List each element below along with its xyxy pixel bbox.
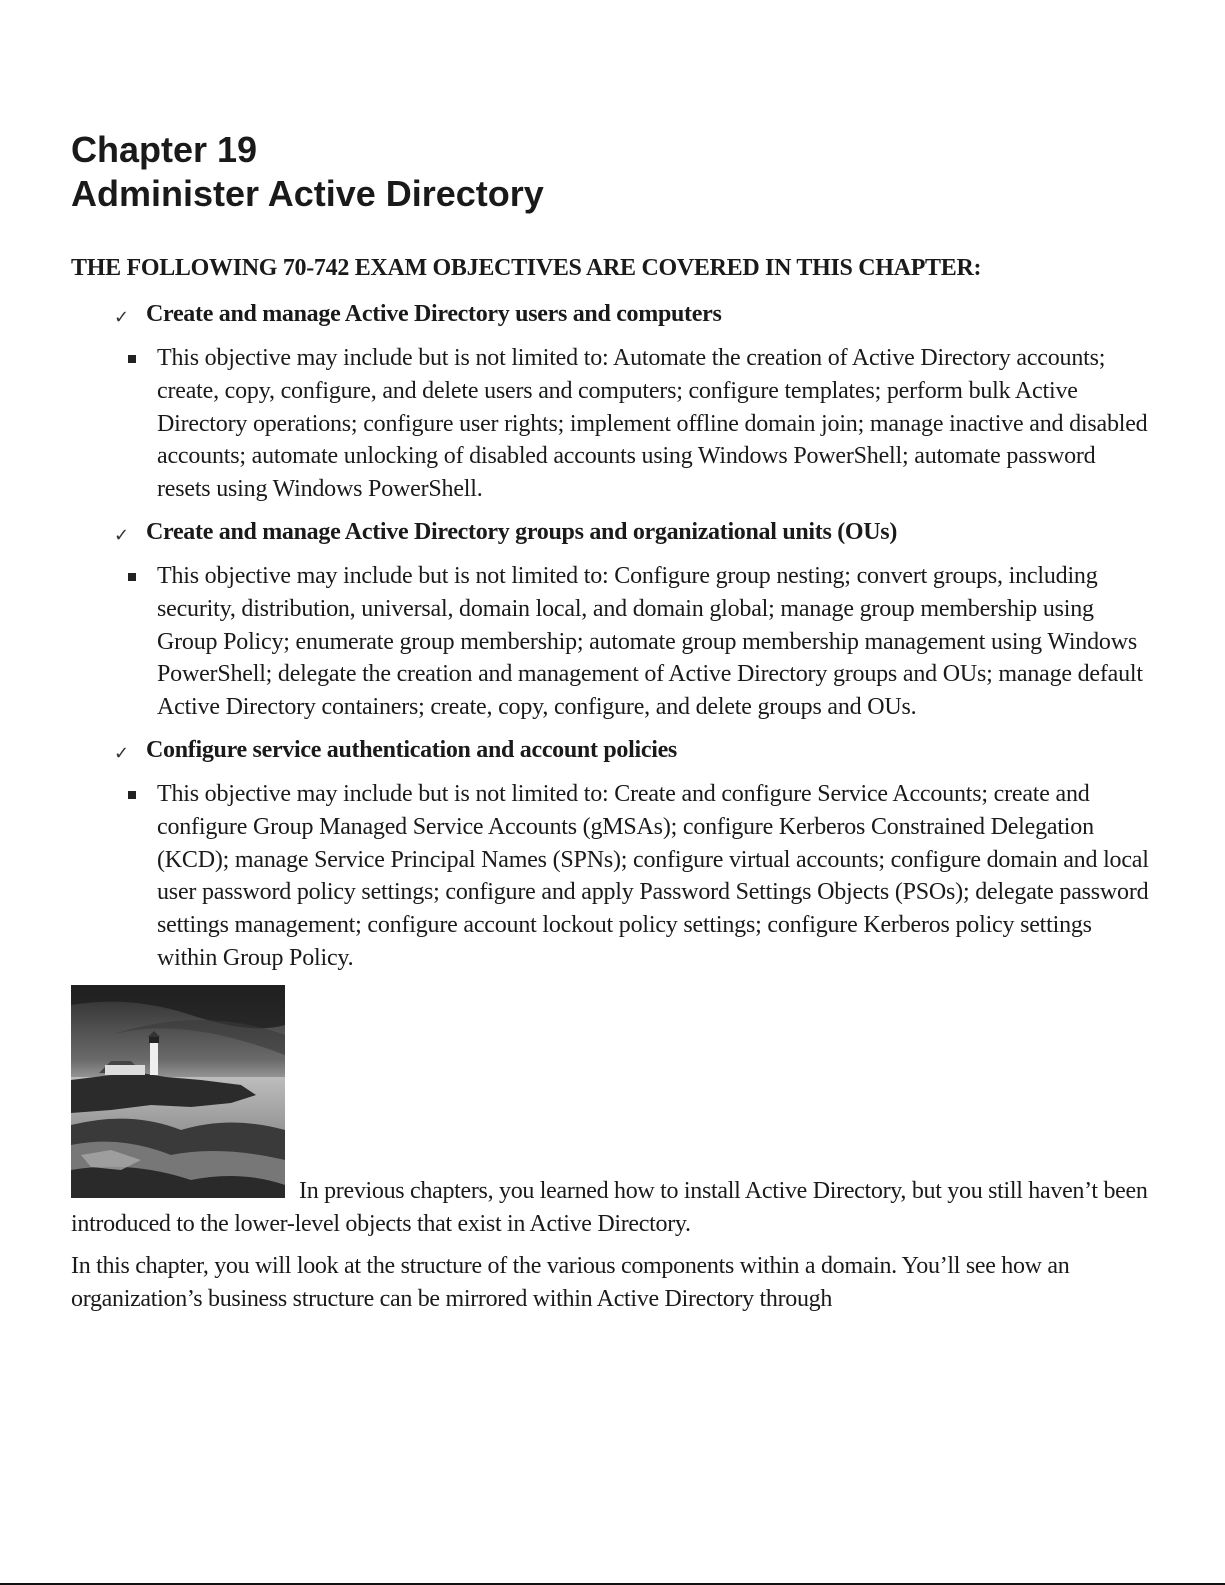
square-bullet-icon: [128, 791, 136, 799]
objective-title: Create and manage Active Directory groups and organizational units (OUs): [146, 518, 898, 545]
objective-detail: This objective may include but is not limited to: Create and configure Service Accounts; create and configure Group Managed Service Accounts (gMSAs); configure Kerberos Constrained Delegation (KCD); manage Service Principal Names (SPNs); configure virtual accounts; configure domain and local user password policy settings; configure and apply Password Settings Objects (PSOs); delegate password settings management; configure account lockout policy settings; configure Kerberos policy settings within Group Policy.: [157, 780, 1149, 971]
chapter-number: Chapter 19: [71, 129, 258, 170]
objective-item: [71, 734, 1151, 975]
check-icon: ✓: [114, 742, 129, 764]
lighthouse-photo: [71, 985, 285, 1198]
chapter-title: Administer Active Directory: [71, 173, 544, 214]
square-bullet-icon: [128, 355, 136, 363]
objective-detail-wrapper: [71, 342, 1151, 506]
objective-detail: This objective may include but is not limited to: Automate the creation of Active Directory accounts; create, copy, configure, and delete users and computers; configure templates; perform bulk Active Directory operations; configure user rights; implement offline domain join; manage inactive and disabled accounts; automate unlocking of disabled accounts using Windows PowerShell; automate password resets using Windows PowerShell.: [157, 345, 1148, 503]
objectives-intro: THE FOLLOWING 70-742 EXAM OBJECTIVES ARE COVERED IN THIS CHAPTER:: [71, 255, 982, 281]
objective-title-wrapper: [71, 734, 1151, 766]
intro-paragraph-block: [71, 985, 1151, 1241]
square-bullet-icon: [128, 573, 136, 581]
check-icon: ✓: [114, 307, 129, 328]
objective-title-wrapper: [71, 516, 1151, 548]
chapter-heading: [71, 128, 1151, 216]
objective-item: [71, 298, 1151, 506]
intro-paragraph: In previous chapters, you learned how to install Active Directory, but you still haven’t been introduced to the lower-level objects that exist in Active Directory.: [71, 1177, 1148, 1237]
objective-detail-wrapper: [71, 778, 1151, 975]
check-icon: ✓: [114, 524, 129, 546]
objective-title-wrapper: [71, 298, 1151, 330]
body-paragraph: In this chapter, you will look at the structure of the various components within a domain. You’ll see how an organization’s business structure can be mirrored within Active Directory through: [71, 1253, 1070, 1313]
objective-detail-wrapper: [71, 560, 1151, 724]
objective-title: Create and manage Active Directory users and computers: [146, 301, 722, 327]
objective-title: Configure service authentication and account policies: [146, 736, 677, 763]
document-page: [71, 128, 1151, 1316]
objective-item: [71, 516, 1151, 724]
objective-detail: This objective may include but is not limited to: Configure group nesting; convert groups, including security, distribution, universal, domain local, and domain global; manage group membership using Group Policy; enumerate group membership; automate group membership management using Windows PowerShell; delegate the creation and management of Active Directory groups and OUs; manage default Active Directory containers; create, copy, configure, and delete groups and OUs.: [157, 562, 1143, 721]
